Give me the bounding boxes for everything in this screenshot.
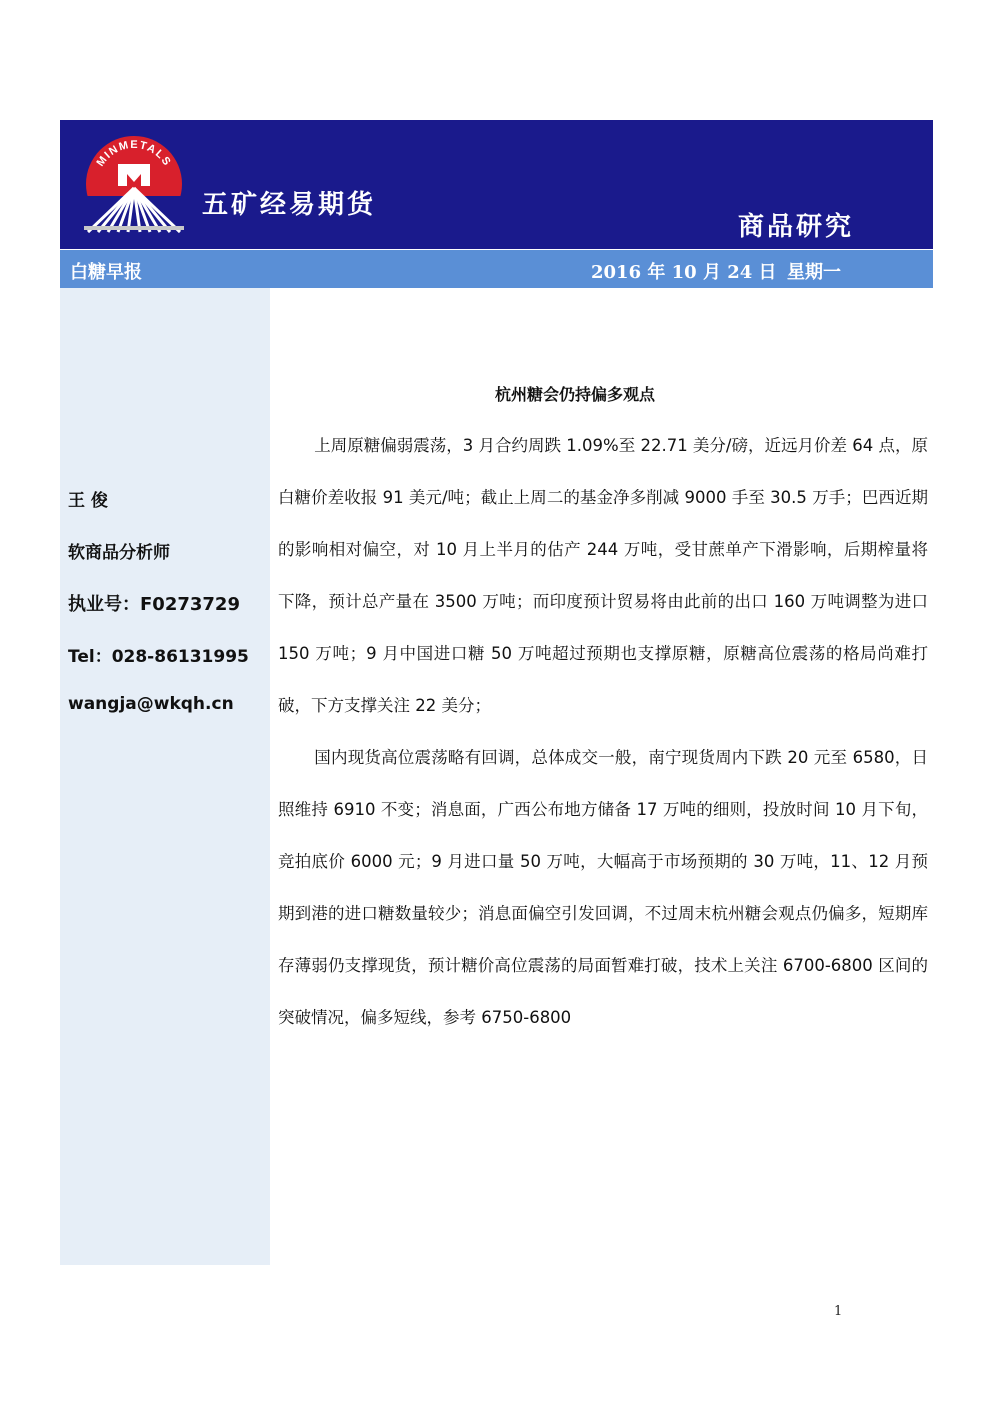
author-title: 软商品分析师: [68, 543, 170, 563]
article-text: [278, 420, 928, 1044]
report-header: [60, 120, 933, 249]
logo-arc-text: MINMETALS: [94, 138, 174, 169]
page-number: 1: [834, 1304, 843, 1319]
article-paragraph: 上周原糖偏弱震荡，3 月合约周跌 1.09%至 22.71 美分/磅，近远月价差 64 点，原白糖价差收报 91 美元/吨；截止上周二的基金净多削减 9000 手至 30.5 万手；巴西近期的影响相对偏空，对 10 月上半月的估产 244 万吨，受甘蔗单产下滑影响，后期榨量将下降，预计总产量在 3500 万吨；而印度预计贸易将由此前的出口 160 万吨调整为进口 150 万吨；9 月中国进口糖 50 万吨超过预期也支撑原糖，原糖高位震荡的格局尚难打破，下方支撑关注 22 美分；: [278, 436, 928, 715]
section-label: 商品研究: [738, 212, 855, 242]
company-name: 五矿经易期货: [202, 190, 377, 220]
report-weekday: 星期一: [787, 262, 841, 283]
article-paragraph: 国内现货高位震荡略有回调，总体成交一般，南宁现货周内下跌 20 元至 6580，日照维持 6910 不变；消息面，广西公布地方储备 17 万吨的细则，投放时间 10 月下旬，竞拍底价 6000 元；9 月进口量 50 万吨，大幅高于市场预期的 30 万吨，11、12 月预期到港的进口糖数量较少；消息面偏空引发回调，不过周末杭州糖会观点仍偏多，短期库存薄弱仍支撑现货，预计糖价高位震荡的局面暂难打破，技术上关注 6700-6800 区间的突破情况，偏多短线，参考 6750-6800: [278, 748, 928, 1027]
minmetals-logo-svg: [80, 134, 188, 234]
minmetals-logo-icon: [80, 134, 188, 234]
author-email[interactable]: wangja@wkqh.cn: [68, 694, 234, 714]
report-date: 2016 年 10 月 24 日: [591, 262, 777, 283]
report-type: 白糖早报: [70, 262, 142, 283]
author-license: 执业号：F0273729: [68, 594, 240, 615]
report-subbar: [60, 250, 933, 288]
author-sidebar: [60, 288, 270, 1265]
author-tel: Tel：028-86131995: [68, 647, 249, 667]
author-name: 王 俊: [68, 491, 108, 511]
article-title: 杭州糖会仍持偏多观点: [494, 385, 655, 404]
